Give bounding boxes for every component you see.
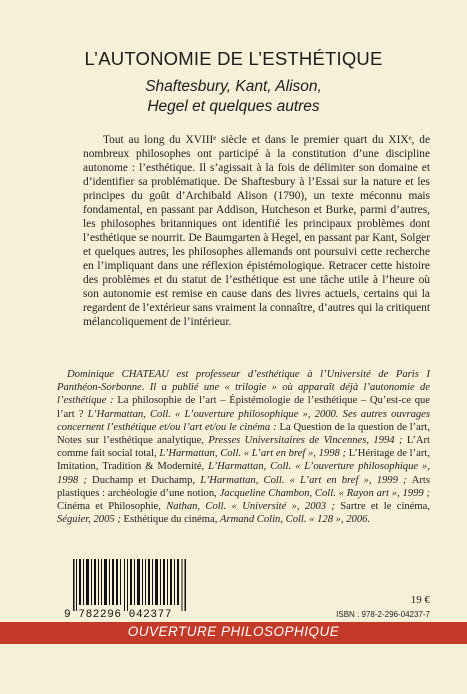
series-label: OUVERTURE PHILOSOPHIQUE [127, 624, 340, 639]
book-title: L’AUTONOMIE DE L’ESTHÉTIQUE [84, 48, 383, 69]
bio-publisher-4: L’Harmattan, Coll. « L’ouverture philosophique », 1998 ; [57, 461, 430, 486]
bio-works-2: La Question de la question de l’art, Notes sur l’esthétique analytique, [57, 421, 430, 447]
book-subtitle-line-2: Hegel et quelques autres [147, 98, 320, 115]
bio-publisher-3: L’Harmattan, Coll. « L’art en bref », 1998 ; [159, 448, 349, 460]
barcode-number: 9 782296 042377 [64, 609, 173, 621]
isbn: ISBN : 978-2-296-04237-7 [336, 610, 430, 619]
bio-publisher-5: L’Harmattan, Coll. « L’art en bref », 1999 ; [200, 474, 412, 486]
bio-works: La philosophie de l’art – Épistémologie de l’esthétique – Qu’est-ce que l’art ? [57, 395, 431, 420]
bio-works-4: L’Héritage de l’art, Imitation, Tradition & Modernité, [57, 448, 430, 473]
bio-publisher-9: Armand Colin, Coll. « 128 », 2006. [220, 514, 371, 526]
bio-publisher-7: Nathan, Coll. « Université », 2003 ; [166, 501, 341, 513]
bio-works-9: Esthétique du cinéma, [123, 514, 220, 526]
bio-works-3: L’Art comme fait social total, [57, 435, 430, 460]
bio-intro: est professeur d’esthétique à l’Université de Paris I Panthéon-Sorbonne. Il a publié une « trilogie » où apparaît déjà l’autonomie de l’esthétique : [57, 369, 430, 407]
bio-publisher-1: L’Harmattan, Coll. « L’ouverture philosophique », 2000. Ses autres ouvrages concernent l’esthétique et/ou l’art et/ou le cinéma : [57, 408, 430, 433]
bio-works-8: Sartre et le cinéma, [340, 501, 430, 513]
bio-works-6: Arts plastiques : archéologie d’une notion, [57, 474, 430, 499]
bio-works-5: Duchamp et Duchamp, [92, 474, 201, 486]
bio-works-7: Cinéma et Philosophie, [57, 501, 167, 513]
bio-publisher-6: Jacqueline Chambon, Coll. « Rayon art », 1999 ; [219, 487, 431, 499]
barcode-icon [73, 559, 186, 611]
author-name: Dominique CHATEAU [67, 369, 169, 380]
price: 19 € [410, 594, 430, 606]
author-biography [57, 368, 430, 526]
bio-publisher-8: Séguier, 2005 ; [57, 514, 124, 526]
bio-publisher-2: Presses Universitaires de Vincennes, 1994 ; [208, 435, 407, 447]
series-name [0, 624, 467, 639]
summary-paragraph: Tout au long du XVIIIᵉ siècle et dans le premier quart du XIXᵉ, de nombreux philosophes ont participé à la constitution d’une discipline autonome : l’esthétique. Il s’agissait à la fois de délimiter son domaine et d’identifier sa problématique. De Shaftesbury à l’Essai sur la nature et les principes du goût d’Archibald Alison (1790), un texte méconnu mais fondamental, en passant par Addison, Hutcheson et Burke, parmi d’autres, les philosophes britanniques ont identifié les principaux problèmes dont l’esthétique se nourrit. De Baumgarten à Hegel, en passant par Kant, Solger et quelques autres, les philosophes allemands ont poursuivi cette recherche en l’impliquant dans une réflexion épistémologique. Retracer cette histoire des problèmes et du statut de l’esthétique est une tâche utile à l’heure où son autonomie est remise en cause dans des livres actuels, certains qui la regardent de l’extérieur sans vraiment la connaître, d’autres qui la critiquent mélancoliquement de l’intérieur. [83, 134, 430, 328]
book-subtitle-line-1: Shaftesbury, Kant, Alison, [145, 78, 322, 95]
